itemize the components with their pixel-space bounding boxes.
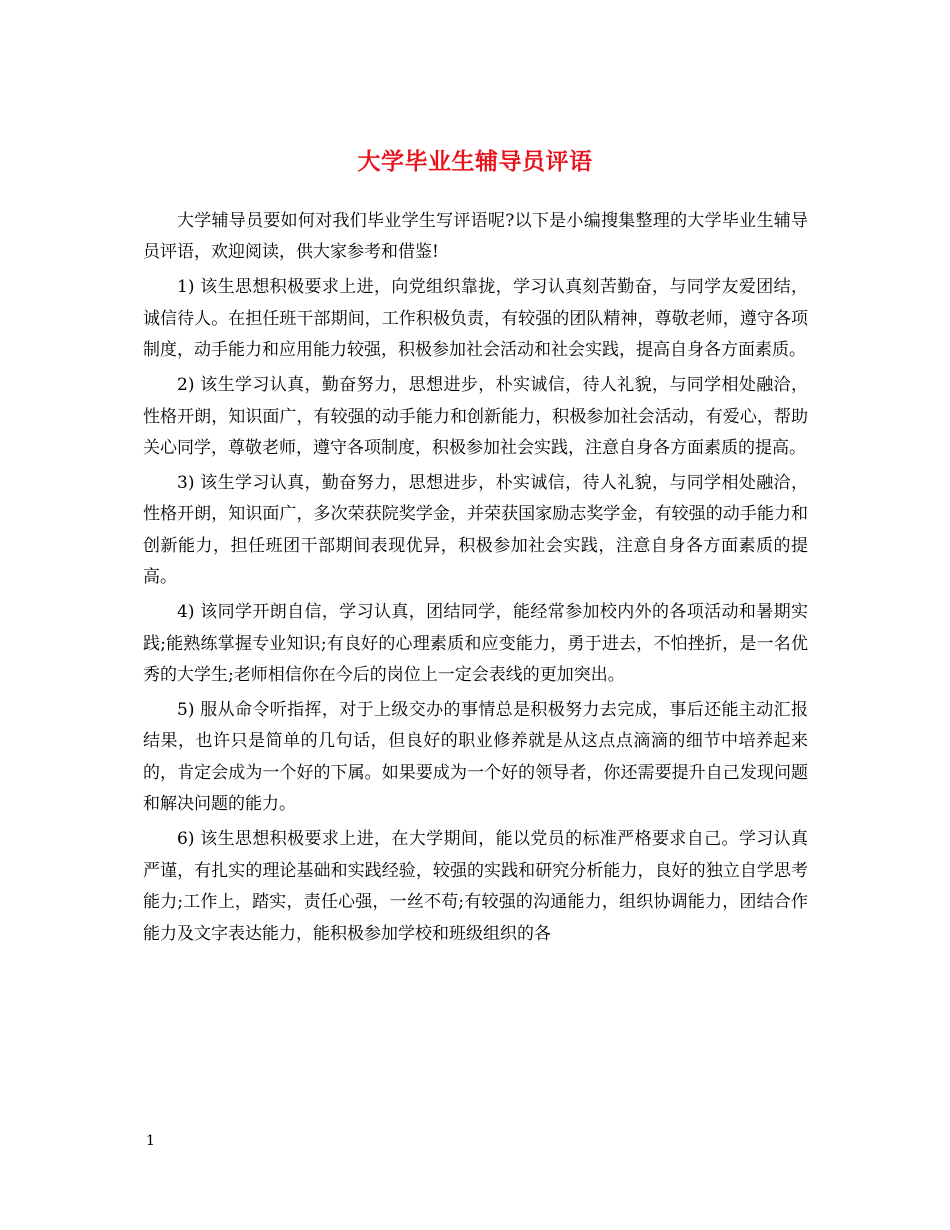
paragraph-intro: 大学辅导员要如何对我们毕业学生写评语呢?以下是小编搜集整理的大学毕业生辅导员评语，欢迎阅读，供大家参考和借鉴!	[143, 211, 808, 263]
paragraph-comment-2: 2) 该生学习认真，勤奋努力，思想进步，朴实诚信，待人礼貌，与同学相处融洽，性格开朗，知识面广，有较强的动手能力和创新能力，积极参加社会活动，有爱心，帮助关心同学，尊敬老师，遵守各项制度，积极参加社会实践，注意自身各方面素质的提高。	[143, 375, 808, 459]
paragraph-comment-1: 1) 该生思想积极要求上进，向党组织靠拢，学习认真刻苦勤奋，与同学友爱团结，诚信待人。在担任班干部期间，工作积极负责，有较强的团队精神，尊敬老师，遵守各项制度，动手能力和应用能力较强，积极参加社会活动和社会实践，提高自身各方面素质。	[143, 277, 808, 361]
paragraph-comment-4: 4) 该同学开朗自信，学习认真，团结同学，能经常参加校内外的各项活动和暑期实践;能熟练掌握专业知识;有良好的心理素质和应变能力，勇于进去，不怕挫折，是一名优秀的大学生;老师相信你在今后的岗位上一定会表线的更加突出。	[143, 602, 808, 686]
paragraph-comment-5: 5) 服从命令听指挥，对于上级交办的事情总是积极努力去完成，事后还能主动汇报结果，也许只是简单的几句话，但良好的职业修养就是从这点点滴滴的细节中培养起来的，肯定会成为一个好的下属。如果要成为一个好的领导者，你还需要提升自己发现问题和解决问题的能力。	[143, 700, 808, 815]
document-title: 大学毕业生辅导员评语	[357, 148, 593, 176]
page-number: 1	[146, 1133, 155, 1149]
paragraph-comment-3: 3) 该生学习认真，勤奋努力，思想进步，朴实诚信，待人礼貌，与同学相处融洽，性格开朗，知识面广，多次荣获院奖学金，并荣获国家励志奖学金，有较强的动手能力和创新能力，担任班团干部期间表现优异，积极参加社会实践，注意自身各方面素质的提高。	[143, 473, 808, 588]
paragraph-comment-6: 6) 该生思想积极要求上进，在大学期间，能以党员的标准严格要求自己。学习认真严谨，有扎实的理论基础和实践经验，较强的实践和研究分析能力，良好的独立自学思考能力;工作上，踏实，责任心强，一丝不苟;有较强的沟通能力，组织协调能力，团结合作能力及文字表达能力，能积极参加学校和班级组织的各	[143, 829, 808, 944]
document-body	[143, 206, 808, 950]
